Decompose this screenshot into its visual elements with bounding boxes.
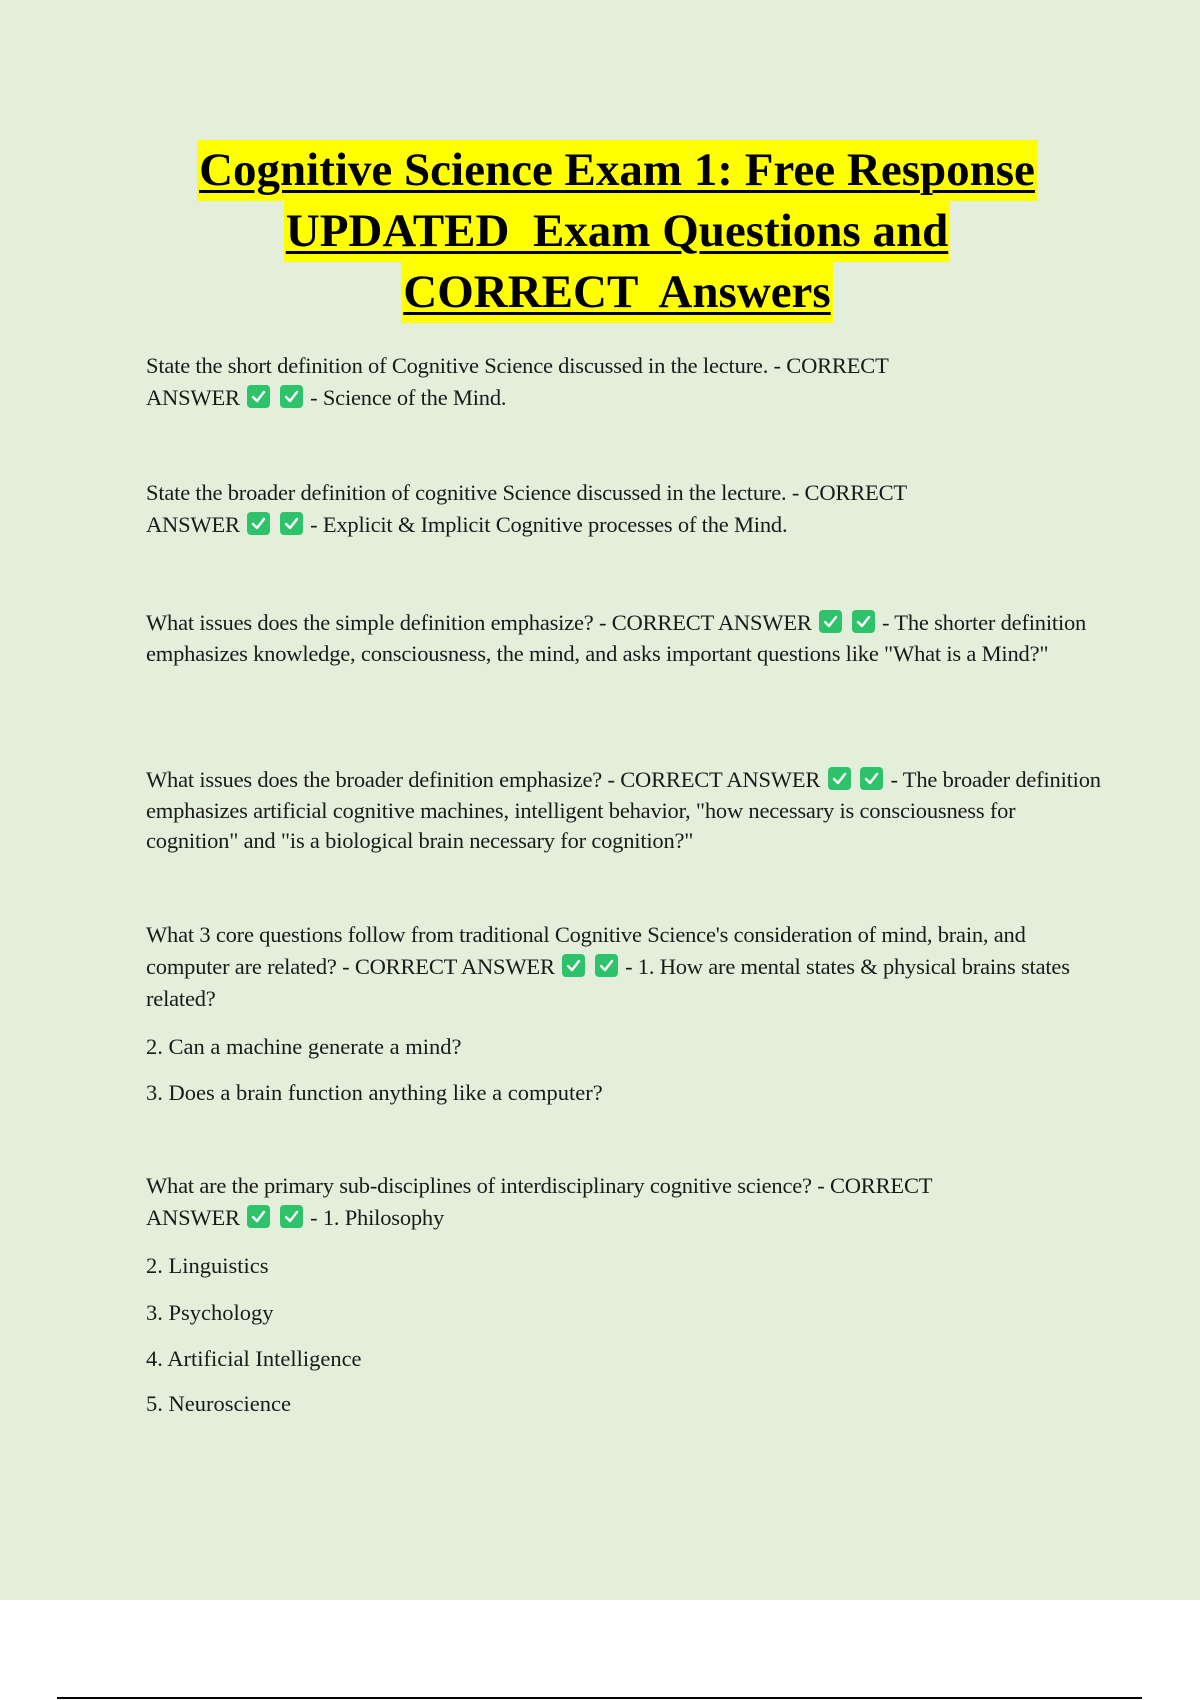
answer-text: - 1. How are mental states & physical brains states related? [146, 954, 1070, 1011]
checkbox-checked-icon [280, 1205, 303, 1228]
title-line-3: CORRECT Answers [401, 262, 832, 323]
qa-item-1 [146, 350, 966, 414]
qa-item-4 [146, 765, 1106, 857]
checkbox-checked-icon [819, 610, 842, 633]
qa-item-3 [146, 608, 1096, 669]
question-text: What issues does the broader definition emphasize? - CORRECT ANSWER [146, 767, 821, 792]
document-title [0, 140, 1200, 323]
qa-item-5 [146, 919, 1106, 1015]
question-text: What issues does the simple definition emphasize? - CORRECT ANSWER [146, 610, 812, 635]
answer-text: - Science of the Mind. [310, 385, 507, 410]
list-item: 2. Can a machine generate a mind? [146, 1034, 462, 1059]
checkbox-checked-icon [828, 767, 851, 790]
list-item: 2. Linguistics [146, 1253, 269, 1278]
title-line-2: UPDATED Exam Questions and [284, 201, 950, 262]
checkbox-checked-icon [852, 610, 875, 633]
question-text: State the short definition of Cognitive Science discussed in the lecture. - CORRECT ANSWER [146, 353, 889, 410]
checkbox-checked-icon [247, 1205, 270, 1228]
answer-text: - The shorter definition emphasizes knowledge, consciousness, the mind, and asks important questions like "What is a Mind?" [146, 610, 1087, 666]
list-item: 3. Psychology [146, 1300, 274, 1325]
qa-item-6 [146, 1170, 1006, 1234]
footer-divider [57, 1697, 1142, 1699]
checkbox-checked-icon [280, 385, 303, 408]
question-text: What 3 core questions follow from traditional Cognitive Science's consideration of mind, brain, and computer are related? - CORRECT ANSWER [146, 922, 1026, 979]
question-text: What are the primary sub-disciplines of interdisciplinary cognitive science? - CORRECT ANSWER [146, 1173, 932, 1230]
question-text: State the broader definition of cognitive Science discussed in the lecture. - CORRECT ANSWER [146, 480, 907, 537]
answer-text: - Explicit & Implicit Cognitive processes of the Mind. [310, 512, 788, 537]
title-line-1: Cognitive Science Exam 1: Free Response [197, 140, 1037, 201]
qa-item-2 [146, 477, 986, 541]
checkbox-checked-icon [247, 512, 270, 535]
checkbox-checked-icon [562, 954, 585, 977]
checkbox-checked-icon [280, 512, 303, 535]
answer-text: - 1. Philosophy [310, 1205, 445, 1230]
list-item: 5. Neuroscience [146, 1391, 291, 1416]
checkbox-checked-icon [860, 767, 883, 790]
list-item: 4. Artificial Intelligence [146, 1346, 362, 1371]
checkbox-checked-icon [595, 954, 618, 977]
checkbox-checked-icon [247, 385, 270, 408]
list-item: 3. Does a brain function anything like a computer? [146, 1080, 603, 1105]
answer-text: - The broader definition emphasizes artificial cognitive machines, intelligent behavior, "how necessary is consciousness for cognition" and "is a biological brain necessary for cognition?" [146, 767, 1101, 853]
